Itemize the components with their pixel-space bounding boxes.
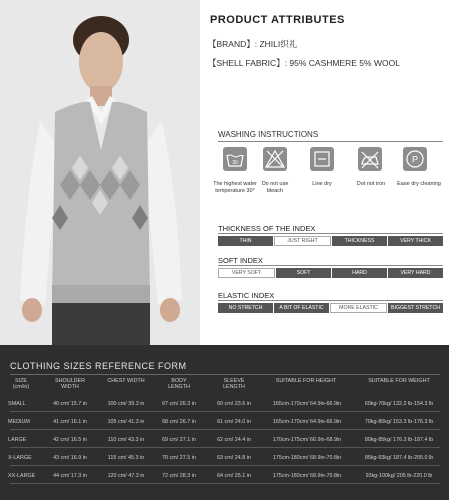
size-table (0, 345, 449, 500)
soft-option-very-soft: VERY SOFT (218, 268, 275, 278)
thickness-option-thickness: THICKNESS (332, 236, 387, 246)
table-cell: 69 cm/ 27.1 in (162, 437, 196, 443)
table-cell: 115 cm/ 45.3 in (107, 455, 145, 461)
wash-30-icon (223, 147, 247, 171)
table-row-divider (10, 411, 440, 412)
size-table-divider (10, 374, 440, 375)
elastic-title: ELASTIC INDEX (218, 291, 275, 300)
dry-clean-icon (403, 147, 427, 171)
table-row-size-label: XX-LARGE (8, 473, 36, 479)
table-row-divider (10, 429, 440, 430)
model-illustration (0, 0, 200, 345)
no-bleach-label: Do not use bleach (261, 181, 289, 194)
no-iron-label: Dot not iron (356, 181, 386, 187)
attributes-title: PRODUCT ATTRIBUTES (210, 14, 345, 26)
header-weight: SUITABLE FOR WEIGHT (368, 378, 430, 384)
thickness-scale (218, 236, 443, 246)
thickness-option-very-thick: VERY THICK (388, 236, 443, 246)
no-iron-icon (358, 147, 382, 171)
table-cell: 41 cm/ 16.1 in (53, 419, 87, 425)
header-height: SUITABLE FOR HEIGHT (275, 378, 337, 384)
table-row-divider (10, 483, 440, 484)
table-cell: 40 cm/ 15.7 in (53, 401, 87, 407)
table-cell: 68 cm/ 26.7 in (162, 419, 196, 425)
table-cell: 44 cm/ 17.3 in (53, 473, 87, 479)
table-cell: 70kg-80kg/ 153.3 lb-176.3 lb (364, 419, 434, 425)
header-body: BODY LENGTH (168, 378, 190, 390)
header-sleeve: SLEEVE LENGTH (223, 378, 245, 390)
thickness-option-just-right: JUST RIGHT (274, 236, 331, 246)
elastic-option-biggest-stretch: BIGGEST STRETCH (388, 303, 443, 313)
soft-title: SOFT INDEX (218, 256, 263, 265)
table-cell: 42 cm/ 16.5 in (53, 437, 87, 443)
table-cell: 165cm-170cm/ 64.9in-66.9in (272, 401, 342, 407)
washing-divider (218, 141, 443, 142)
table-cell: 72 cm/ 28.3 in (162, 473, 196, 479)
header-chest: CHEST WIDTH (107, 378, 145, 384)
table-cell: 60 cm/ 23.6 in (217, 401, 251, 407)
soft-option-very-hard: VERY HARD (388, 268, 443, 278)
line-dry-label: Line dry (312, 181, 332, 187)
elastic-option-no-stretch: NO STRETCH (218, 303, 273, 313)
product-photo (0, 0, 200, 345)
table-row-divider (10, 447, 440, 448)
table-cell: 93kg-100kg/ 205 lb-220.0 lb (365, 473, 433, 479)
table-cell: 80kg-85kg/ 176.3 lb-187.4 lb (364, 437, 434, 443)
elastic-scale (218, 303, 443, 313)
table-cell: 64 cm/ 25.1 in (217, 473, 251, 479)
fabric-line: 【SHELL FABRIC】: 95% CASHMERE 5% WOOL (208, 58, 400, 68)
size-table-title: CLOTHING SIZES REFERENCE FORM (10, 361, 187, 371)
soft-option-soft: SOFT (276, 268, 331, 278)
table-cell: 120 cm/ 47.3 in (107, 473, 145, 479)
table-cell: 70 cm/ 27.5 in (162, 455, 196, 461)
table-cell: 61 cm/ 24.0 in (217, 419, 251, 425)
table-cell: 85kg-93kg/ 187.4 lb-205.0 lb (364, 455, 434, 461)
table-cell: 165cm-170cm/ 64.9in-66.9in (272, 419, 342, 425)
table-cell: 67 cm/ 26.3 in (162, 401, 196, 407)
table-row-size-label: SMALL (8, 401, 26, 407)
table-cell: 43 cm/ 16.9 in (53, 455, 87, 461)
table-row-size-label: X-LARGE (8, 455, 32, 461)
table-cell: 175cm-180cm/ 68.9in-70.8in (272, 473, 342, 479)
wash-30-label: The highest water temperature 30° (213, 181, 257, 194)
table-cell: 170cm-175cm/ 66.9in-68.9in (272, 437, 342, 443)
elastic-option-more-elastic: MORE ELASTIC (330, 303, 387, 313)
dry-clean-label: Ease dry cleaning (397, 181, 441, 187)
brand-line: 【BRAND】: ZHILI织礼 (208, 39, 298, 49)
elastic-option-a-bit: A BIT OF ELASTIC (274, 303, 329, 313)
table-row-size-label: LARGE (8, 437, 27, 443)
line-dry-icon (310, 147, 334, 171)
header-shoulder: SHOULDER WIDTH (55, 378, 85, 390)
table-cell: 105 cm/ 41.3 in (107, 419, 145, 425)
svg-text:30: 30 (232, 160, 238, 166)
header-size: SIZE (cm/in) (12, 378, 30, 390)
soft-option-hard: HARD (332, 268, 387, 278)
soft-divider (218, 265, 443, 266)
table-row-size-label: MEDIUM (8, 419, 30, 425)
table-row-divider (10, 465, 440, 466)
table-cell: 62 cm/ 24.4 in (217, 437, 251, 443)
table-cell: 60kg-70kg/ 132.2 lb-154.3 lb (364, 401, 434, 407)
soft-scale (218, 268, 443, 278)
table-cell: 63 cm/ 24.8 in (217, 455, 251, 461)
table-cell: 110 cm/ 43.3 in (107, 437, 145, 443)
thickness-option-thin: THIN (218, 236, 273, 246)
thickness-divider (218, 233, 443, 234)
table-cell: 175cm-180cm/ 68.9in-70.8in (272, 455, 342, 461)
svg-text:P: P (411, 154, 419, 165)
thickness-title: THICKNESS OF THE INDEX (218, 224, 316, 233)
washing-title: WASHING INSTRUCTIONS (218, 130, 319, 139)
elastic-divider (218, 300, 443, 301)
table-cell: 100 cm/ 39.3 in (107, 401, 145, 407)
attributes-panel (200, 0, 449, 345)
no-bleach-icon (263, 147, 287, 171)
